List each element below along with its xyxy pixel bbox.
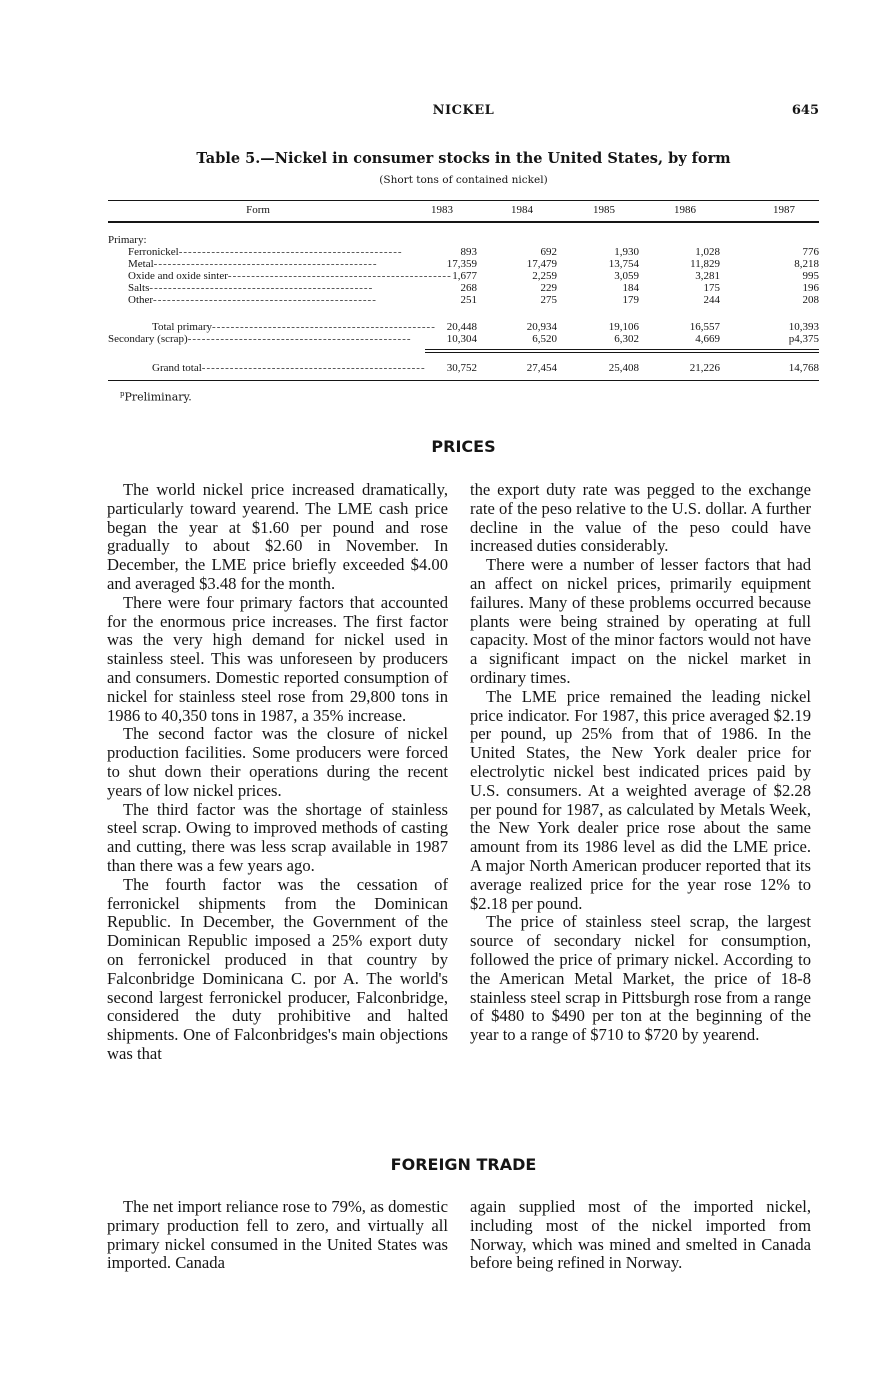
paragraph: The net import reliance rose to 79%, as domestic primary production fell to zero, and virtually all primary nickel consumed in the United States was imported. Canada xyxy=(107,1197,448,1273)
cell-1984: 17,479 xyxy=(526,258,557,270)
cell-1987: 10,393 xyxy=(788,321,819,333)
table-row-total-primary xyxy=(0,321,869,333)
cell-1985: 13,754 xyxy=(608,258,639,270)
cell-1987: 14,768 xyxy=(788,362,819,374)
cell-1984: 27,454 xyxy=(526,362,557,374)
paragraph: The fourth factor was the cessation of ferronickel shipments from the Dominican Republic. In December, the Government of the Dominican Republic imposed a 25% export duty on ferronickel produced in that country by Falconbridge Dominicana C. por A. The world's second largest ferronickel producer, Falconbridge, considered the duty prohibitive and halted shipments. One of Falconbridges's main objections was that xyxy=(107,874,448,1063)
row-label: Other------------------------------------------------ xyxy=(128,294,377,306)
cell-1986: 175 xyxy=(703,282,720,294)
cell-1987: 8,218 xyxy=(794,258,819,270)
cell-1986: 21,226 xyxy=(689,362,720,374)
cell-1983: 893 xyxy=(460,246,477,258)
column-header-1983: 1983 xyxy=(431,204,453,216)
row-label: Oxide and oxide sinter------------------------------------------------ xyxy=(128,270,452,282)
row-label: Ferronickel------------------------------------------------ xyxy=(128,246,403,258)
row-label: Grand total------------------------------------------------ xyxy=(152,362,426,374)
page-number: 645 xyxy=(791,103,819,118)
cell-1984: 692 xyxy=(540,246,557,258)
cell-1983: 17,359 xyxy=(446,258,477,270)
table-row xyxy=(0,258,869,270)
cell-1986: 244 xyxy=(703,294,720,306)
table-row xyxy=(0,246,869,258)
paragraph: the export duty rate was pegged to the exchange rate of the peso relative to the U.S. dollar. A further decline in the value of the peso could have increased duties considerably. xyxy=(470,480,811,556)
paragraph: The LME price remained the leading nickel price indicator. For 1987, this price averaged $2.19 per pound, up 25% from that of 1986. In the United States, the New York dealer price for electrolytic nickel best indicated prices paid by U.S. consumers. At a weighted average of $2.28 per pound for 1987, as calculated by Metals Week, the New York dealer price rose about the same amount from its 1986 level as did the LME price. A major North American producer reported that its average realized price for the year rose 12% to $2.18 per pound. xyxy=(470,686,811,913)
paragraph: The third factor was the shortage of stainless steel scrap. Owing to improved methods of casting and cutting, there was less scrap available in 1987 than there was a few years ago. xyxy=(107,799,448,875)
table-group-row xyxy=(0,234,869,246)
paragraph: The price of stainless steel scrap, the largest source of secondary nickel for consumption, followed the price of primary nickel. According to the American Metal Market, the price of 18-8 stainless steel scrap in Pittsburgh rose from a range of $480 to $490 per ton at the beginning of the year to a range of $710 to $720 by yearend. xyxy=(470,912,811,1045)
table-row xyxy=(0,282,869,294)
running-title: NICKEL xyxy=(432,103,495,118)
paragraph: There were a number of lesser factors that had an affect on nickel prices, primarily equipment failures. Many of these problems occurred because plants were being strained by operating at full capacity. Most of the minor factors would not have a significant impact on the nickel market in ordinary times. xyxy=(470,555,811,687)
row-label: Secondary (scrap)------------------------------------------------ xyxy=(108,333,412,345)
column-header-1985: 1985 xyxy=(593,204,615,216)
table-subcaption: (Short tons of contained nickel) xyxy=(379,174,548,186)
section-heading-foreign-trade: FOREIGN TRADE xyxy=(390,1155,537,1174)
footnote-text: Preliminary. xyxy=(124,390,192,404)
table-caption: Table 5.—Nickel in consumer stocks in the United States, by form xyxy=(196,150,731,167)
cell-1984: 20,934 xyxy=(526,321,557,333)
table-bottom-rule xyxy=(108,380,819,381)
foreign-trade-right-column xyxy=(470,1198,811,1273)
cell-1986: 1,028 xyxy=(695,246,720,258)
cell-1984: 2,259 xyxy=(532,270,557,282)
cell-1986: 4,669 xyxy=(695,333,720,345)
table-header-rule xyxy=(108,221,819,223)
cell-1985: 19,106 xyxy=(608,321,639,333)
total-rule xyxy=(425,349,819,350)
footnote-marker: p xyxy=(120,390,125,398)
column-header-1984: 1984 xyxy=(511,204,533,216)
table-row-secondary xyxy=(0,333,869,345)
cell-1986: 11,829 xyxy=(690,258,720,270)
table-row xyxy=(0,294,869,306)
table-row xyxy=(0,270,869,282)
cell-1984: 275 xyxy=(540,294,557,306)
cell-1983: 20,448 xyxy=(446,321,477,333)
cell-1983: 10,304 xyxy=(446,333,477,345)
section-heading-prices: PRICES xyxy=(431,437,496,456)
cell-1983: 30,752 xyxy=(446,362,477,374)
cell-1985: 179 xyxy=(622,294,639,306)
row-label: Total primary------------------------------------------------ xyxy=(152,321,436,333)
cell-1987: 995 xyxy=(802,270,819,282)
row-label: Metal------------------------------------------------ xyxy=(128,258,378,270)
table-header-row xyxy=(0,204,869,218)
cell-1985: 6,302 xyxy=(614,333,639,345)
table-footnote xyxy=(120,390,192,404)
running-head xyxy=(108,103,819,121)
row-label: Salts------------------------------------------------ xyxy=(128,282,374,294)
prices-right-column xyxy=(470,481,811,1045)
table-top-rule xyxy=(108,200,819,201)
cell-1983: 268 xyxy=(460,282,477,294)
paragraph: There were four primary factors that accounted for the enormous price increases. The first factor was the very high demand for nickel used in stainless steel. This was unforeseen by producers and consumers. Domestic reported consumption of nickel for stainless steel rose from 29,800 tons in 1986 to 40,350 tons in 1987, a 35% increase. xyxy=(107,592,448,725)
total-rule-double xyxy=(425,352,819,353)
cell-1987: 196 xyxy=(802,282,819,294)
cell-1985: 184 xyxy=(622,282,639,294)
cell-1986: 3,281 xyxy=(695,270,720,282)
cell-1985: 3,059 xyxy=(614,270,639,282)
group-label-primary: Primary: xyxy=(108,234,147,246)
paragraph: again supplied most of the imported nickel, including most of the nickel imported from Norway, which was mined and smelted in Canada before being refined in Norway. xyxy=(470,1197,811,1273)
cell-1985: 25,408 xyxy=(608,362,639,374)
column-header-1986: 1986 xyxy=(674,204,696,216)
cell-1984: 229 xyxy=(540,282,557,294)
cell-1987: 208 xyxy=(802,294,819,306)
table-row-grand-total xyxy=(0,362,869,374)
paragraph: The second factor was the closure of nickel production facilities. Some producers were forced to shut down their operations during the recent years of low nickel prices. xyxy=(107,724,448,800)
cell-1987: 776 xyxy=(802,246,819,258)
prices-left-column xyxy=(107,481,448,1064)
cell-1984: 6,520 xyxy=(532,333,557,345)
cell-1983: 251 xyxy=(460,294,477,306)
cell-1983: 1,677 xyxy=(452,270,477,282)
foreign-trade-left-column xyxy=(107,1198,448,1273)
paragraph: The world nickel price increased dramatically, particularly toward yearend. The LME cash price began the year at $1.60 per pound and rose gradually to about $2.60 in November. In December, the LME price briefly exceeded $4.00 and averaged $3.48 for the month. xyxy=(107,480,448,593)
cell-1985: 1,930 xyxy=(614,246,639,258)
column-header-form: Form xyxy=(246,204,270,216)
cell-1986: 16,557 xyxy=(689,321,720,333)
cell-1987: p4,375 xyxy=(788,333,819,345)
column-header-1987: 1987 xyxy=(773,204,795,216)
